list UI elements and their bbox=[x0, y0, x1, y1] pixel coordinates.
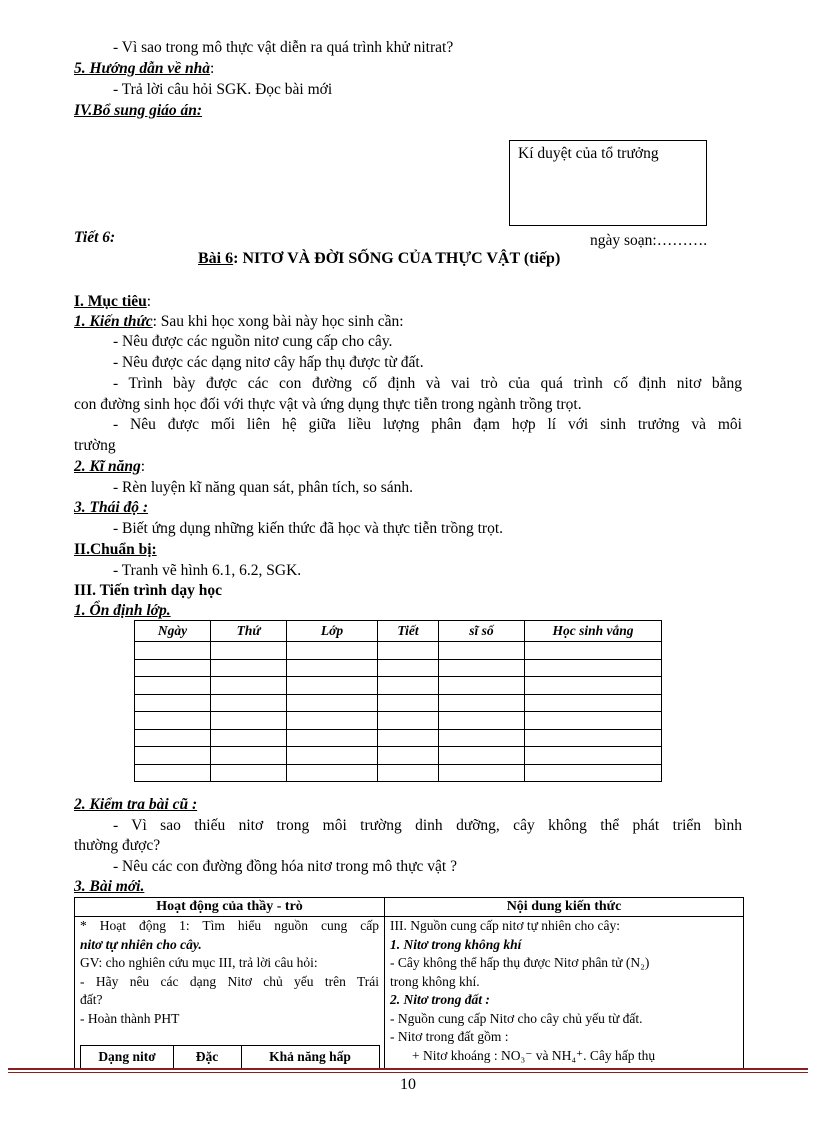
left-column-content bbox=[75, 917, 384, 1028]
attendance-header-row bbox=[135, 621, 662, 642]
subtable-col-form: Dạng nitơ bbox=[81, 1046, 174, 1068]
skills-heading: 2. Kĩ năng: bbox=[74, 458, 146, 475]
table-row bbox=[135, 764, 662, 782]
activity-line: nitơ tự nhiên cho cây. bbox=[80, 936, 202, 952]
knowledge-item: - Trình bày được các con đường cố định và vai trò của quá trình cố định nitơ bằng bbox=[113, 375, 742, 392]
content-line: - Cây không thể hấp thụ được Nitơ phân tử (N₂) bbox=[390, 955, 650, 970]
lesson-activity-table bbox=[74, 897, 744, 1068]
preparation-heading: II.Chuẩn bị: bbox=[74, 541, 157, 558]
footer-rule bbox=[8, 1068, 808, 1070]
activity-line: - Hãy nêu các dạng Nitơ chủ yếu trên Trái bbox=[80, 973, 379, 989]
content-line: - Nitơ trong đất gồm : bbox=[390, 1029, 509, 1044]
worksheet-subtable bbox=[80, 1045, 380, 1068]
footer-rule-thin bbox=[8, 1072, 808, 1073]
stable-class-heading: 1. Ổn định lớp. bbox=[74, 602, 171, 619]
attendance-table bbox=[134, 620, 662, 782]
knowledge-heading: 1. Kiến thức: Sau khi học xong bài này học sinh cần: bbox=[74, 313, 404, 330]
prev-question: - Vì sao trong mô thực vật diễn ra quá trình khử nitrat? bbox=[113, 39, 454, 56]
col-class: Lớp bbox=[287, 621, 378, 642]
knowledge-item: - Nêu được các nguồn nitơ cung cấp cho cây. bbox=[113, 333, 393, 350]
skill-item: - Rèn luyện kĩ năng quan sát, phân tích, so sánh. bbox=[113, 479, 414, 496]
table-row bbox=[135, 642, 662, 660]
activity-line: GV: cho nghiên cứu mục III, trả lời câu hỏi: bbox=[80, 955, 318, 970]
content-line: trong không khí. bbox=[390, 973, 480, 989]
subtable-col-absorb: Khả năng hấp bbox=[269, 1049, 351, 1064]
homework-heading: 5. Hướng dẫn về nhà: bbox=[74, 60, 215, 77]
check-question: - Vì sao thiếu nitơ trong môi trường dinh dưỡng, cây không thể phát triển bình bbox=[113, 817, 742, 834]
col-period: Tiết bbox=[378, 621, 439, 642]
old-lesson-check-heading: 2. Kiểm tra bài cũ : bbox=[74, 796, 198, 813]
right-column-header: Nội dung kiến thức bbox=[385, 898, 743, 917]
table-row bbox=[135, 659, 662, 677]
new-lesson-heading: 3. Bài mới. bbox=[74, 878, 145, 895]
col-date: Ngày bbox=[135, 621, 211, 642]
col-absent: Học sinh vắng bbox=[525, 621, 662, 642]
knowledge-item: - Nêu được các dạng nitơ cây hấp thụ được từ đất. bbox=[113, 354, 424, 371]
activity-line: * Hoạt động 1: Tìm hiểu nguồn cung cấp bbox=[80, 918, 379, 933]
teacher-student-column bbox=[75, 898, 385, 1068]
col-size: sĩ số bbox=[439, 621, 525, 642]
prep-date: ngày soạn:………. bbox=[590, 232, 708, 249]
approval-label: Kí duyệt của tổ trưởng bbox=[518, 145, 659, 162]
content-line: 2. Nitơ trong đất : bbox=[390, 992, 490, 1007]
right-column-content bbox=[385, 917, 743, 1065]
lesson-title: Bài 6: NITƠ VÀ ĐỜI SỐNG CỦA THỰC VẬT (tiếp) bbox=[198, 250, 561, 267]
knowledge-item-cont: con đường sinh học đối với thực vật và ứng dụng thực tiễn trong ngành trồng trọt. bbox=[74, 396, 582, 413]
table-row bbox=[135, 729, 662, 747]
knowledge-item: - Nêu được mối liên hệ giữa liều lượng phân đạm hợp lí với sinh trưởng và môi bbox=[113, 416, 742, 433]
table-row bbox=[135, 712, 662, 730]
attitude-heading: 3. Thái độ : bbox=[74, 499, 149, 516]
content-line: 1. Nitơ trong không khí bbox=[390, 936, 522, 952]
content-line: - Nguồn cung cấp Nitơ cho cây chủ yếu từ đất. bbox=[390, 1010, 643, 1026]
activity-line: đất? bbox=[80, 992, 103, 1007]
attitude-item: - Biết ứng dụng những kiến thức đã học và thực tiễn trồng trọt. bbox=[113, 520, 504, 537]
table-row bbox=[135, 677, 662, 695]
homework-text: - Trả lời câu hỏi SGK. Đọc bài mới bbox=[113, 81, 333, 98]
content-line: + Nitơ khoáng : NO₃⁻ và NH₄⁺. Cây hấp thụ bbox=[412, 1047, 656, 1063]
page-number: 10 bbox=[400, 1076, 416, 1093]
process-heading: III. Tiến trình dạy học bbox=[74, 582, 223, 599]
content-line: III. Nguồn cung cấp nitơ tự nhiên cho cây: bbox=[390, 918, 621, 933]
activity-line: - Hoàn thành PHT bbox=[80, 1010, 180, 1026]
table-row bbox=[135, 747, 662, 765]
table-row bbox=[135, 694, 662, 712]
preparation-item: - Tranh vẽ hình 6.1, 6.2, SGK. bbox=[113, 562, 302, 579]
knowledge-content-column bbox=[385, 898, 743, 1068]
check-question: - Nêu các con đường đồng hóa nitơ trong mô thực vật ? bbox=[113, 858, 457, 875]
subtable-col-feature: Đặc bbox=[173, 1046, 242, 1068]
col-weekday: Thứ bbox=[211, 621, 287, 642]
check-question-cont: thường được? bbox=[74, 837, 161, 854]
objectives-heading: I. Mục tiêu: bbox=[74, 293, 152, 310]
knowledge-item-cont: trường bbox=[74, 437, 116, 454]
supplement-heading: IV.Bổ sung giáo án: bbox=[74, 102, 203, 119]
lesson-period: Tiết 6: bbox=[74, 229, 116, 246]
approval-signature-box bbox=[509, 140, 707, 226]
left-column-header: Hoạt động của thầy - trò bbox=[75, 898, 384, 917]
